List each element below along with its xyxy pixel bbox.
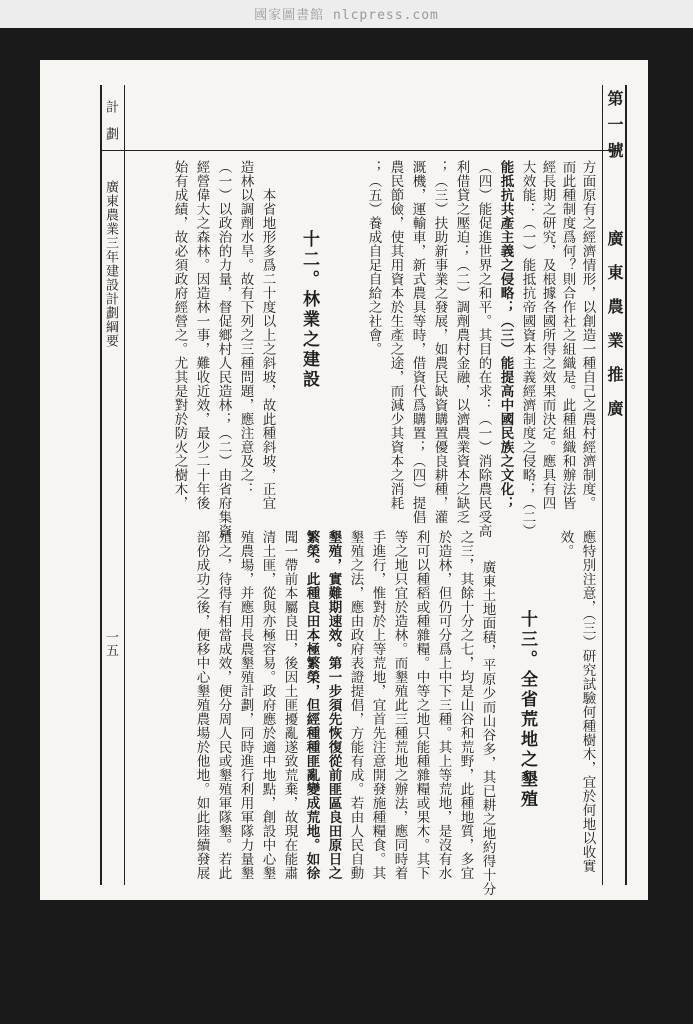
text-column: 溉機，運輸車，新式農具等時，借資代爲購置；（四）提倡 [409, 160, 426, 524]
text-column: 農民節儉，使其用資本於生產之途，而減少其資本之消耗 [387, 160, 404, 510]
text-column: 聞一帶前本屬良田，後因土匪擾亂遂致荒棄，故現在能肅 [281, 530, 298, 880]
text-column: ；（五）養成自足自給之社會。 [365, 160, 382, 356]
text-column: 於造林，但仍可分爲上中下三種。其上等荒地，是沒有水 [435, 530, 452, 880]
text-column: 手進行，惟對於上等荒地，宜首先注意開發施種糧食。其 [369, 530, 386, 880]
footer-label: 計劃 [103, 100, 118, 154]
text-column: 殖之，待得有相當成效，便分周人民或墾殖軍隊墾。若此 [215, 530, 232, 880]
section-12-paragraph: 始有成績，故必須政府經營之。尤其是對於防火之樹木， [171, 160, 188, 510]
text-column: 清土匪，從與亦極容易。政府應於適中地點，創設中心墾 [259, 530, 276, 880]
document-page [40, 60, 648, 900]
text-column: 部份成功之後，便移中心墾殖農場於他地。如此陸續發展 [193, 530, 210, 880]
text-column: 方面原有之經濟情形，以創造一種自己之農村經濟制度。 [579, 160, 596, 510]
text-column: 而此種制度爲何？則合作社之組織是。此種組織和辦法皆 [559, 160, 576, 510]
text-column: ；（三）扶助新事業之發展，如農民缺資購置優良耕種，灌 [431, 160, 448, 524]
page-number: 一五 [103, 630, 118, 657]
issue-number: 第一號 [605, 90, 624, 168]
scan-top-strip [0, 0, 693, 28]
text-column: 利借貸之壓迫；（二）調劑農村金融，以濟農業資本之缺乏 [453, 160, 470, 524]
text-column: （四）能促進世界之和平。其目的在求：（一）消除農民受高 [475, 160, 492, 538]
inner-left-rule [124, 85, 125, 885]
text-column: 繁榮。此種良田本極繁榮，但經種種匪亂變成荒地。如徐 [303, 530, 320, 880]
text-column: 利可以種稻或種雜糧。中等之地只能種雜糧或果木。其下 [413, 530, 430, 880]
text-column: 墾殖，實難期速效。第一步須先恢復從前匪區良田原日之 [325, 530, 342, 880]
text-column: 之三，其餘十分之七，均是山谷和荒野，此種地質，多宜 [457, 530, 474, 880]
outer-left-rule [100, 85, 102, 885]
section-12-paragraph: 經營偉大之森林。因造林一事，難收近效，最少二十年後 [193, 160, 210, 510]
text-column: 大效能：（一）能抵抗帝國資本主義經濟制度之侵略；（二） [519, 160, 536, 538]
section-12-paragraph: 造林以調劑水旱。故有下列之三種問題，應注意及之： [237, 160, 254, 496]
text-column: 殖農場，并應用長農墾殖計劃，同時進行利用軍隊力量墾 [237, 530, 254, 880]
text-column: 墾殖之法，應由政府表證提倡，方能有成。若由人民自動 [347, 530, 364, 880]
text-column: 等之地只宜於造林。而墾殖此三種荒地之辦法，應同時着 [391, 530, 408, 880]
inner-right-rule [602, 85, 603, 885]
text-column: 廣東土地面積，平原少而山谷多，其已耕之地約得十分 [479, 560, 496, 896]
section-12-paragraph: （一）以政治的力量，督促鄉村人民造林；（二）由省府集資 [215, 160, 232, 538]
journal-title: 廣東農業推廣 [605, 230, 624, 434]
section-12-heading: 十二。林業之建設 [299, 230, 319, 390]
section-12-paragraph: 本省地形多爲二十度以上之斜坡，故此種斜坡，正宜 [259, 188, 276, 510]
text-column: 經長期之研究，及根據各國所得之效果而決定。應具有四 [539, 160, 556, 510]
footer-document-title: 廣東農業三年建設計劃綱要 [103, 180, 118, 348]
section-13-heading: 十三。全省荒地之墾殖 [517, 610, 537, 810]
text-column: 效。 [557, 530, 574, 558]
outer-right-rule [625, 85, 627, 885]
text-column: 能抵抗共產主義之侵略；（三）能提高中國民族之文化； [497, 160, 514, 510]
watermark: 國家圖書館 nlcpress.com [254, 8, 439, 23]
top-rule [100, 150, 620, 151]
text-column: 應特別注意，（三）研究試驗何種樹木，宜於何地以收實 [579, 530, 596, 874]
